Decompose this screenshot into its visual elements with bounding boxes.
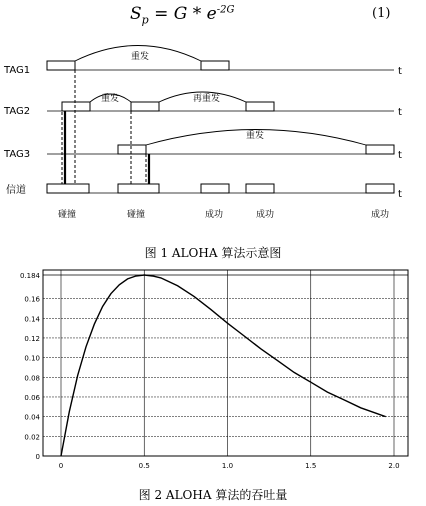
x-tick-label: 0 [58, 462, 64, 470]
event-label-success: 成功 [256, 210, 275, 220]
throughput-chart [0, 266, 426, 472]
throughput-curve [61, 275, 386, 456]
tag3-packet [118, 145, 146, 154]
time-label-tag1: t [398, 66, 402, 77]
y-tick-label: 0.12 [24, 334, 40, 343]
event-label-success: 成功 [205, 210, 224, 220]
y-tick-label: 0.184 [19, 271, 40, 280]
tag3-retx-label: 重发 [246, 131, 265, 141]
figure1-caption: 图 1 ALOHA 算法示意图 [144, 246, 282, 260]
tag2-retx2-label: 再重发 [193, 94, 221, 104]
x-tick-label: 1.5 [305, 462, 317, 470]
tag2-packet [131, 102, 159, 111]
equation [130, 4, 330, 32]
tag2-packet [246, 102, 274, 111]
tag1-packet [47, 61, 75, 70]
equation-lhs-sub: p [141, 13, 149, 27]
x-tick-label: 1.0 [221, 462, 234, 470]
x-tick-label: 0.5 [138, 462, 150, 470]
y-tick-label: 0 [35, 453, 40, 461]
event-label-success: 成功 [371, 210, 390, 220]
tag3-packet [366, 145, 394, 154]
x-tick-label: 2.0 [388, 462, 400, 470]
aloha-timing-diagram [0, 36, 426, 230]
equation-rhs-sup: -2G [216, 4, 235, 16]
y-tick-label: 0.06 [24, 393, 40, 402]
y-tick-label: 0.02 [24, 433, 40, 442]
plot-frame [43, 270, 408, 456]
time-label-tag3: t [398, 150, 402, 161]
event-label-collision: 碰撞 [58, 210, 77, 220]
y-tick-label: 0.08 [24, 374, 40, 383]
tag2-retx-label: 重发 [101, 94, 120, 104]
tag1-packet [201, 61, 229, 70]
row-label-channel: 信道 [6, 185, 26, 196]
y-tick-label: 0.16 [24, 295, 40, 304]
event-label-collision: 碰撞 [127, 210, 146, 220]
time-label-tag2: t [398, 107, 402, 118]
row-label-tag1: TAG1 [4, 65, 31, 76]
tag1-retx-label: 重发 [131, 52, 150, 62]
channel-slot [118, 184, 159, 193]
row-label-tag2: TAG2 [4, 106, 31, 117]
channel-slot [201, 184, 229, 193]
equation-rhs: = G * e [154, 4, 217, 24]
channel-slot [246, 184, 274, 193]
channel-slot [47, 184, 89, 193]
figure2-caption: 图 2 ALOHA 算法的吞吐量 [138, 488, 288, 502]
equation-lhs: S [130, 4, 142, 24]
y-tick-label: 0.04 [24, 413, 40, 422]
equation-number: (1) [372, 6, 391, 21]
time-label-channel: t [398, 189, 402, 200]
y-tick-label: 0.14 [24, 315, 40, 324]
y-tick-label: 0.10 [24, 354, 40, 363]
tag2-packet [62, 102, 90, 111]
row-label-tag3: TAG3 [4, 149, 31, 160]
channel-slot [366, 184, 394, 193]
